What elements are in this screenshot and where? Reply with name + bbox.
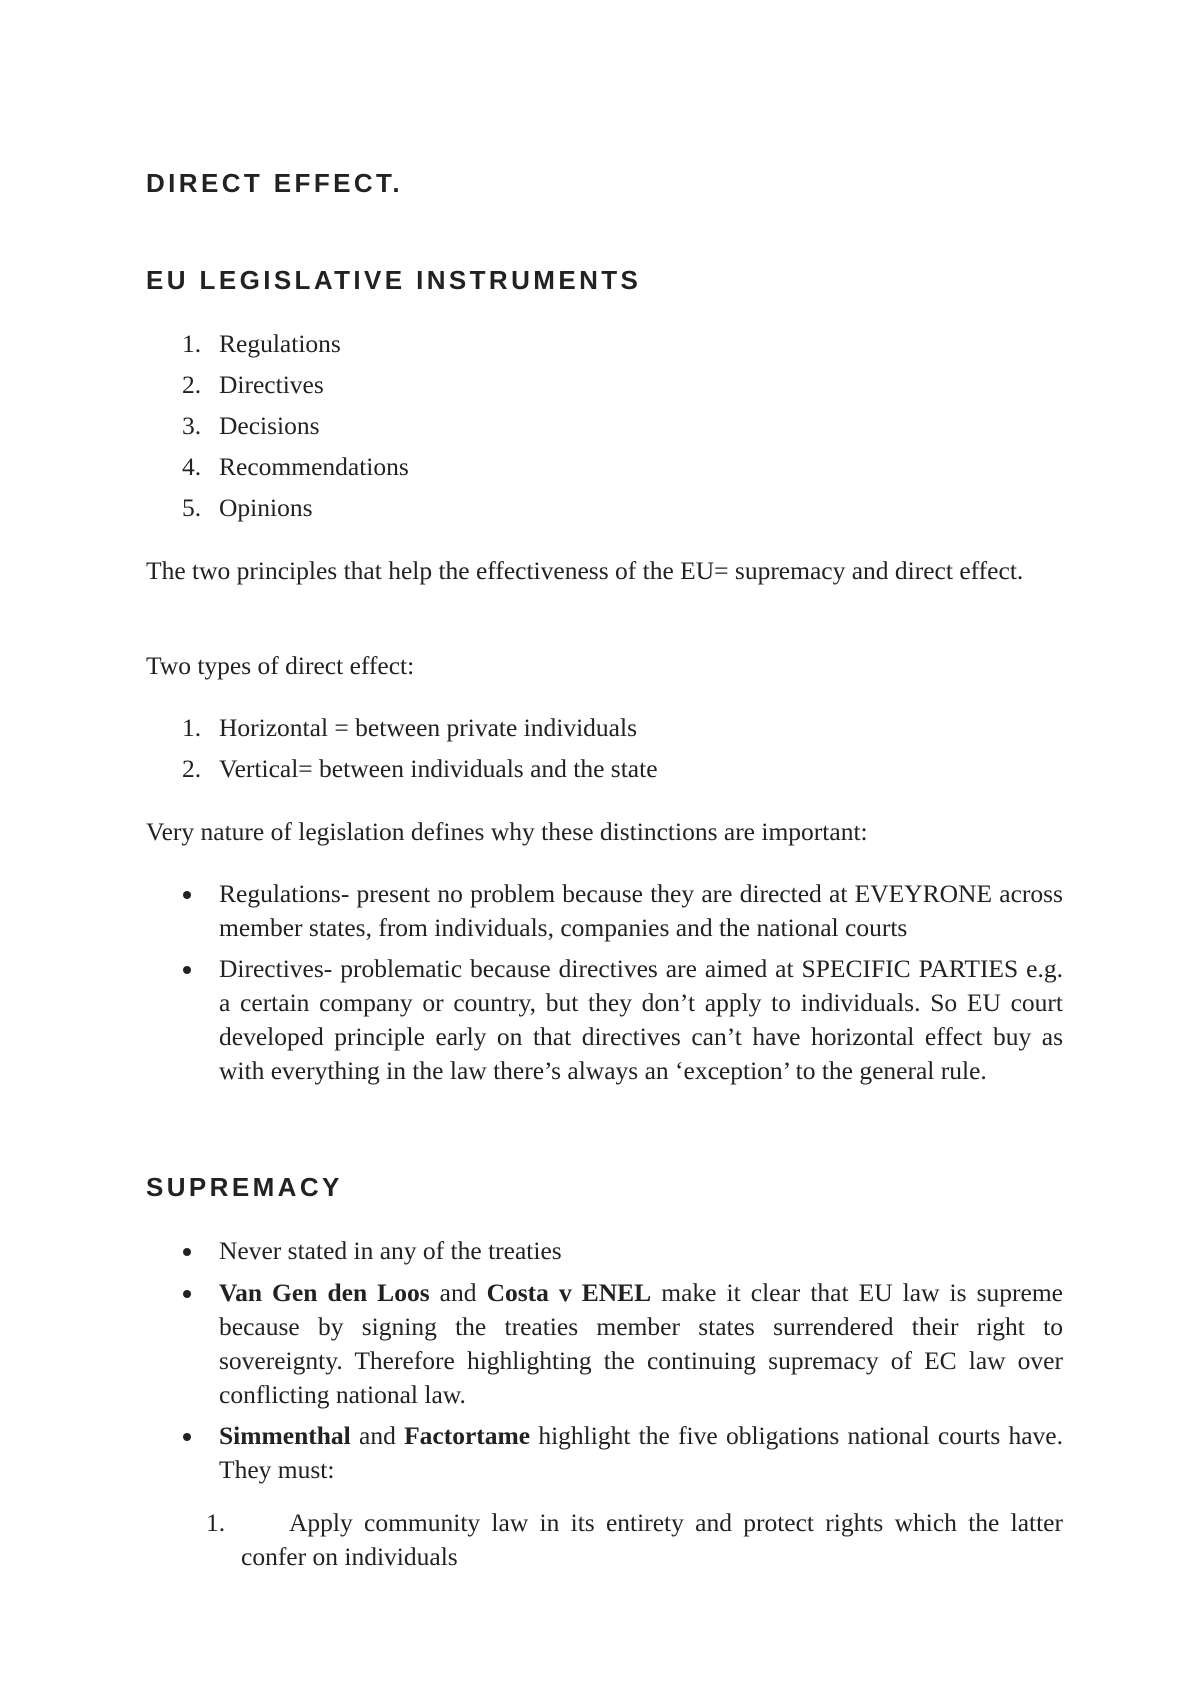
legislation-bullets [146, 877, 1063, 1088]
heading-supremacy: SUPREMACY [146, 1172, 343, 1202]
paragraph-block [146, 554, 1063, 588]
list-item [146, 450, 1063, 491]
obligations-list-block [146, 1506, 1063, 1574]
case-name: Van Gen den Loos [219, 1278, 430, 1307]
paragraph-block [146, 815, 1063, 849]
case-name: Costa v ENEL [486, 1278, 652, 1307]
list-text: highlight the five obligations national courts have. They must: [219, 1421, 1063, 1484]
instruments-list-block [146, 327, 1063, 532]
list-text: Never stated in any of the treaties [219, 1236, 562, 1265]
paragraph-block [146, 649, 1063, 683]
bullet-icon [183, 1290, 191, 1298]
list-number: 3. [182, 411, 202, 440]
list-number: 1. [182, 329, 202, 358]
obligation-item [146, 1506, 1063, 1574]
paragraph-very-nature: Very nature of legislation defines why these distinctions are important: [146, 817, 868, 846]
list-number: 1. [182, 713, 202, 742]
list-text: Decisions [219, 411, 320, 440]
list-text: Regulations [219, 329, 341, 358]
list-item [146, 1276, 1063, 1412]
list-text: Directives [219, 370, 324, 399]
paragraph-two-principles: The two principles that help the effectiveness of the EU= supremacy and direct effect. [146, 556, 1024, 585]
types-list-block [146, 711, 1063, 793]
legislation-bullets-block [146, 877, 1063, 1088]
paragraph-two-types: Two types of direct effect: [146, 651, 415, 680]
list-text: Apply community law in its entirety and protect rights which the latter confer on individuals [241, 1508, 1063, 1571]
list-text: Regulations- present no problem because they are directed at EVEYRONE across member states, from individuals, companies and the national courts [219, 879, 1063, 942]
case-name: Factortame [404, 1421, 531, 1450]
bullet-icon [183, 891, 191, 899]
heading-direct-effect: DIRECT EFFECT. [146, 168, 404, 198]
bullet-icon [183, 1433, 191, 1441]
list-text: Recommendations [219, 452, 409, 481]
types-list [146, 711, 1063, 793]
list-item [146, 409, 1063, 450]
list-item [146, 1419, 1063, 1487]
list-item [146, 491, 1063, 532]
case-name: Simmenthal [219, 1421, 351, 1450]
supremacy-bullets-block [146, 1234, 1063, 1487]
list-text: and [350, 1421, 405, 1450]
list-item [146, 1234, 1063, 1268]
heading-eu-legislative-instruments: EU LEGISLATIVE INSTRUMENTS [146, 265, 642, 295]
instruments-list [146, 327, 1063, 532]
list-item [146, 368, 1063, 409]
list-text: Horizontal = between private individuals [219, 713, 638, 742]
list-number: 4. [182, 452, 202, 481]
list-number: 1. [206, 1508, 226, 1537]
list-number: 2. [182, 370, 202, 399]
list-item [146, 952, 1063, 1088]
list-text: Directives- problematic because directives are aimed at SPECIFIC PARTIES e.g. a certain company or country, but they don’t apply to individuals. So EU court developed principle early on that directives can’t have horizontal effect buy as with everything in the law there’s always an ‘exception’ to the general rule. [219, 954, 1063, 1085]
bullet-icon [183, 1248, 191, 1256]
list-item [146, 877, 1063, 945]
supremacy-bullets [146, 1234, 1063, 1487]
list-text: Vertical= between individuals and the state [219, 754, 658, 783]
list-item [146, 752, 1063, 793]
bullet-icon [183, 966, 191, 974]
list-text: make it clear that EU law is supreme because by signing the treaties member states surrendered their right to sovereignty. Therefore highlighting the continuing supremacy of EC law over conflicting national law. [219, 1278, 1063, 1409]
list-number: 5. [182, 493, 202, 522]
list-item [146, 711, 1063, 752]
list-text: Opinions [219, 493, 313, 522]
list-number: 2. [182, 754, 202, 783]
list-item [146, 327, 1063, 368]
list-text: and [429, 1278, 487, 1307]
